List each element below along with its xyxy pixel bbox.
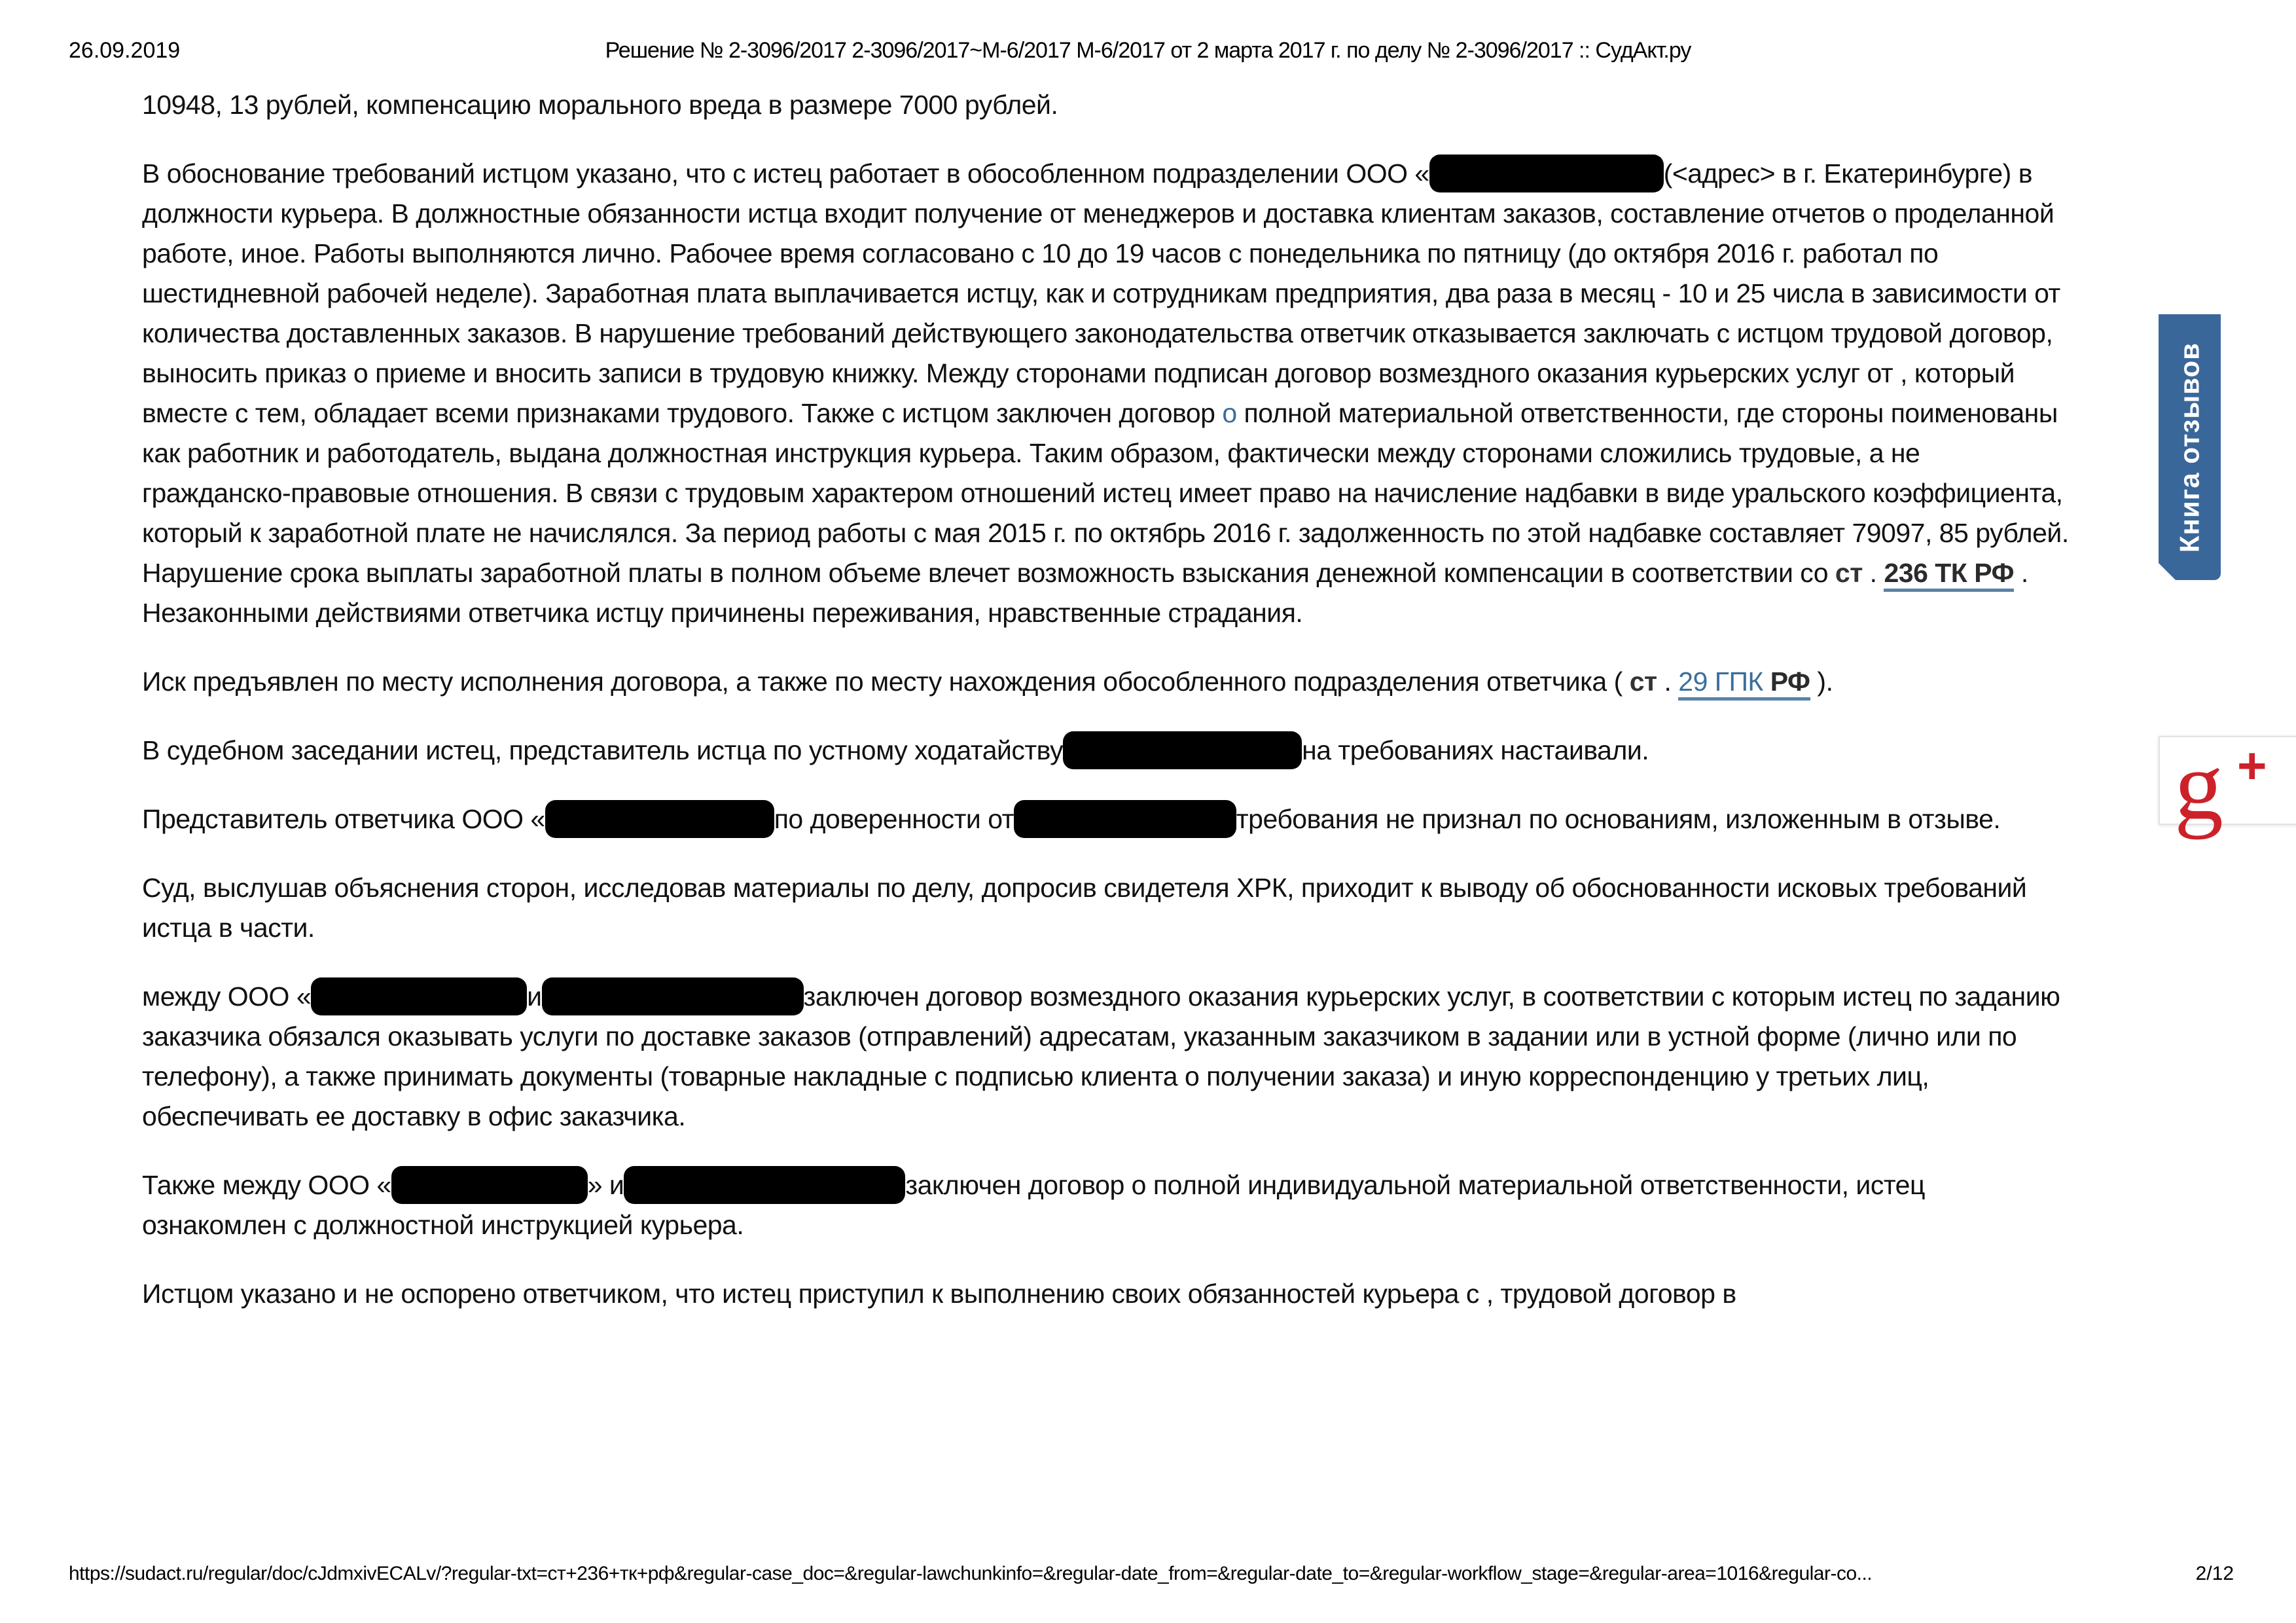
redaction-box bbox=[1063, 731, 1302, 769]
print-header-date: 26.09.2019 bbox=[69, 38, 181, 63]
redaction-box bbox=[1429, 155, 1664, 192]
text-run: Представитель ответчика ООО « bbox=[142, 804, 545, 834]
redaction-box bbox=[391, 1166, 588, 1204]
text-run: ). bbox=[1810, 666, 1833, 697]
paragraph-8 bbox=[142, 1165, 2073, 1245]
google-plus-icon-plus: + bbox=[2237, 737, 2267, 794]
feedback-book-tab[interactable] bbox=[2159, 314, 2221, 580]
text-run: Иск предъявлен по месту исполнения договора, а также по месту нахождения обособленного подразделения ответчика ( bbox=[142, 666, 1630, 697]
text-run: В обоснование требований истцом указано, что с истец работает в обособленном подразделении ООО « bbox=[142, 158, 1429, 189]
search-term-st: ст bbox=[1835, 558, 1863, 588]
print-footer-url: https://sudact.ru/regular/doc/cJdmxivECALv/?regular-txt=ст+236+тк+рф&regular-case_doc=&regular-lawchunkinfo=&regular-date_from=&regular-date_to=&regular-workflow_stage=&regular-area=1016&regular-co... bbox=[69, 1563, 1873, 1584]
link-st-29-gpk-rf[interactable] bbox=[1678, 666, 1810, 701]
paragraph-5 bbox=[142, 799, 2073, 839]
text-run: Также между ООО « bbox=[142, 1170, 391, 1200]
text-run: . bbox=[1862, 558, 1884, 588]
paragraph-1 bbox=[142, 85, 2073, 125]
text-run: требования не признал по основаниям, изложенным в отзыве. bbox=[1236, 804, 2001, 834]
redaction-box bbox=[624, 1166, 905, 1204]
text-run: полной материальной ответственности, где стороны поименованы как работник и работодатель, выдана должностная инструкция курьера. Таким образом, фактически между сторонами сложились трудовые, а не гражданско-правовые отношения. В связи с трудовым характером отношений истец имеет право на начисление надбавки в виде уральского коэффициента, который к заработной плате не начислялся. За период работы с мая 2015 г. по октябрь 2016 г. задолженность по этой надбавке составляет 79097, 85 рублей. Нарушение срока выплаты заработной платы в полном объеме влечет возможность взыскания денежной компенсации в соответствии со bbox=[142, 398, 2069, 588]
text-run: заключен договор о полной индивидуальной материальной ответственности, истец ознакомлен с должностной инструкцией курьера. bbox=[142, 1170, 1925, 1240]
text-run: . bbox=[1657, 666, 1679, 697]
redaction-box bbox=[1014, 800, 1236, 838]
document-body bbox=[142, 85, 2073, 1343]
google-plus-share-button[interactable] bbox=[2159, 731, 2296, 840]
text-run: » и bbox=[587, 1170, 624, 1200]
text-run: В судебном заседании истец, представитель истца по устному ходатайству bbox=[142, 735, 1064, 765]
google-plus-icon: g bbox=[2174, 731, 2223, 840]
paragraph-9 bbox=[142, 1274, 2073, 1314]
print-header-title: Решение № 2-3096/2017 2-3096/2017~М-6/2017 М-6/2017 от 2 марта 2017 г. по делу № 2-3096/2017 :: СудАкт.ру bbox=[605, 38, 1691, 63]
paragraph-2 bbox=[142, 154, 2073, 633]
text-run: . Незаконными действиями ответчика истцу причинены переживания, нравственные страдания. bbox=[142, 558, 2028, 628]
search-term-st: ст bbox=[1629, 666, 1657, 697]
redaction-box bbox=[311, 977, 527, 1015]
print-footer-page-indicator: 2/12 bbox=[2195, 1563, 2234, 1584]
text-run: и bbox=[527, 981, 542, 1012]
text-run: по доверенности от bbox=[774, 804, 1014, 834]
redaction-box bbox=[542, 977, 804, 1015]
text-run: Суд, выслушав объяснения сторон, исследовав материалы по делу, допросив свидетеля ХРК, приходит к выводу об обоснованности исковых требований истца в части. bbox=[142, 873, 2027, 943]
paragraph-3 bbox=[142, 662, 2073, 702]
link-dogovor-o[interactable]: о bbox=[1222, 398, 1237, 428]
paragraph-7 bbox=[142, 977, 2073, 1137]
text-run: (<адрес> в г. Екатеринбурге) в должности курьера. В должностные обязанности истца входит получение от менеджеров и доставка клиентам заказов, составление отчетов о проделанной работе, иное. Работы выполняются лично. Рабочее время согласовано с 10 до 19 часов с понедельника по пятницу (до октября 2016 г. работал по шестидневной рабочей неделе). Заработная плата выплачивается истцу, как и сотрудникам предприятия, два раза в месяц - 10 и 25 числа в зависимости от количества доставленных заказов. В нарушение требований действующего законодательства ответчик отказывается заключать с истцом трудовой договор, выносить приказ о приеме и вносить записи в трудовую книжку. Между сторонами подписан договор возмездного оказания курьерских услуг от , который вместе с тем, обладает всеми признаками трудового. Также с истцом заключен договор bbox=[142, 158, 2060, 428]
link-text-blue: 29 ГПК bbox=[1678, 666, 1770, 697]
link-text-term: РФ bbox=[1770, 666, 1810, 697]
text-run: на требованиях настаивали. bbox=[1302, 735, 1649, 765]
redaction-box bbox=[545, 800, 774, 838]
text-run: Истцом указано и не оспорено ответчиком, что истец приступил к выполнению своих обязанностей курьера с , трудовой договор в bbox=[142, 1279, 1736, 1309]
link-st-236-tk-rf[interactable]: 236 ТК РФ bbox=[1884, 558, 2014, 592]
text-run: между ООО « bbox=[142, 981, 312, 1012]
paragraph-4 bbox=[142, 731, 2073, 771]
paragraph-6 bbox=[142, 868, 2073, 948]
text-run: заключен договор возмездного оказания курьерских услуг, в соответствии с которым истец по заданию заказчика обязался оказывать услуги по доставке заказов (отправлений) адресатам, указанным заказчиком в задании или в устной форме (лично или по телефону), а также принимать документы (товарные накладные с подписью клиента о получении заказа) и иную корреспонденцию у третьих лиц, обеспечивать ее доставку в офис заказчика. bbox=[142, 981, 2060, 1131]
text-run: 10948, 13 рублей, компенсацию морального вреда в размере 7000 рублей. bbox=[142, 90, 1058, 120]
feedback-book-label: Книга отзывов bbox=[2174, 342, 2205, 553]
